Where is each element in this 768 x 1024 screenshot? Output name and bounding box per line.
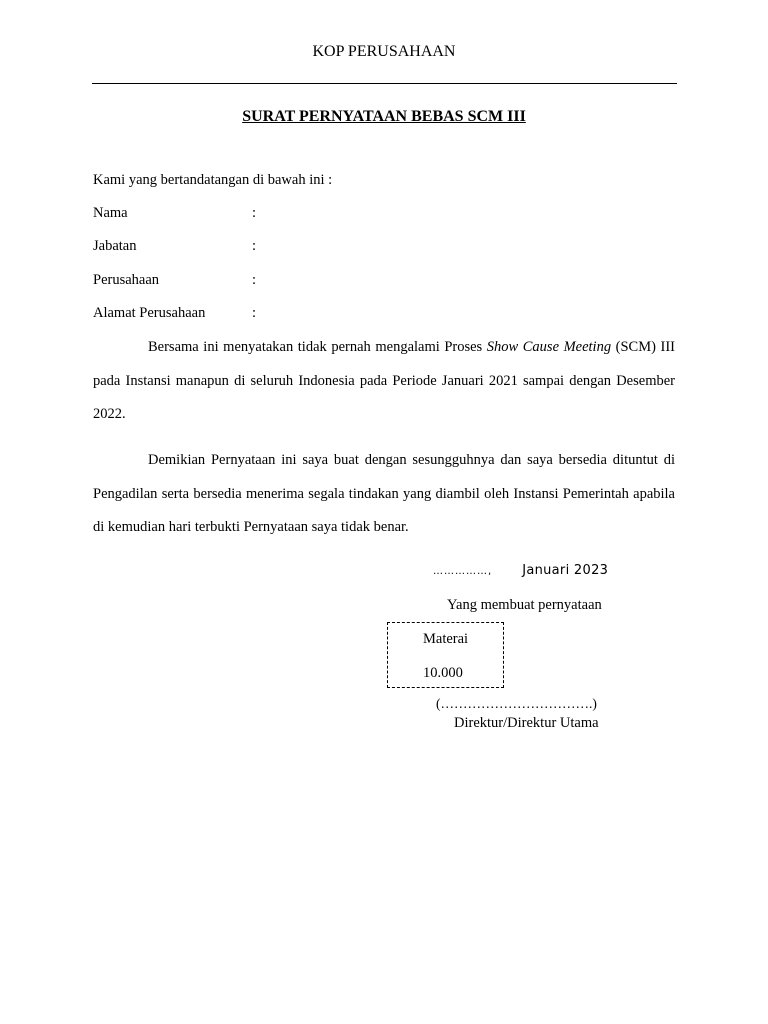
closing-paragraph: Demikian Pernyataan ini saya buat dengan sesungguhnya dan saya bersedia dituntut di Pengadilan serta bersedia menerima segala tindakan yang diambil oleh Instansi Pemerintah apabila di kemudian hari terbukti Pernyataan saya tidak benar. — [93, 452, 675, 535]
field-label-perusahaan: Perusahaan — [93, 272, 160, 288]
document-title: SURAT PERNYATAAN BEBAS SCM III — [242, 108, 526, 125]
intro-text: Kami yang bertandatangan di bawah ini : — [93, 172, 333, 188]
letterhead-placeholder: KOP PERUSAHAAN — [312, 43, 456, 60]
stamp-label: Materai — [423, 631, 469, 647]
place-date-line — [433, 563, 608, 578]
statement-italic-term: Show Cause Meeting — [486, 339, 612, 355]
signature-name-line: (…………………………….) — [436, 696, 597, 711]
field-colon: : — [252, 305, 257, 321]
statement-text-end: (SCM) III pada Instansi manapun di seluruh Indonesia pada Periode Januari 2021 sampai dengan Desember 2022. — [93, 339, 675, 422]
field-label-alamat-perusahaan: Alamat Perusahaan — [93, 305, 206, 321]
header-divider — [92, 83, 677, 84]
field-label-nama: Nama — [93, 205, 128, 221]
statement-text-start: Bersama ini menyatakan tidak pernah mengalami Proses — [148, 339, 487, 355]
stamp-box — [387, 622, 504, 688]
field-colon: : — [252, 272, 257, 288]
field-label-jabatan: Jabatan — [93, 238, 137, 254]
signature-maker-label: Yang membuat pernyataan — [447, 597, 602, 613]
place-dots: ……………, — [433, 566, 493, 577]
stamp-value: 10.000 — [423, 665, 463, 681]
field-colon: : — [252, 205, 257, 221]
signer-position: Direktur/Direktur Utama — [454, 715, 599, 731]
statement-paragraph — [93, 331, 675, 432]
signature-date: Januari 2023 — [522, 563, 609, 578]
field-colon: : — [252, 238, 257, 254]
